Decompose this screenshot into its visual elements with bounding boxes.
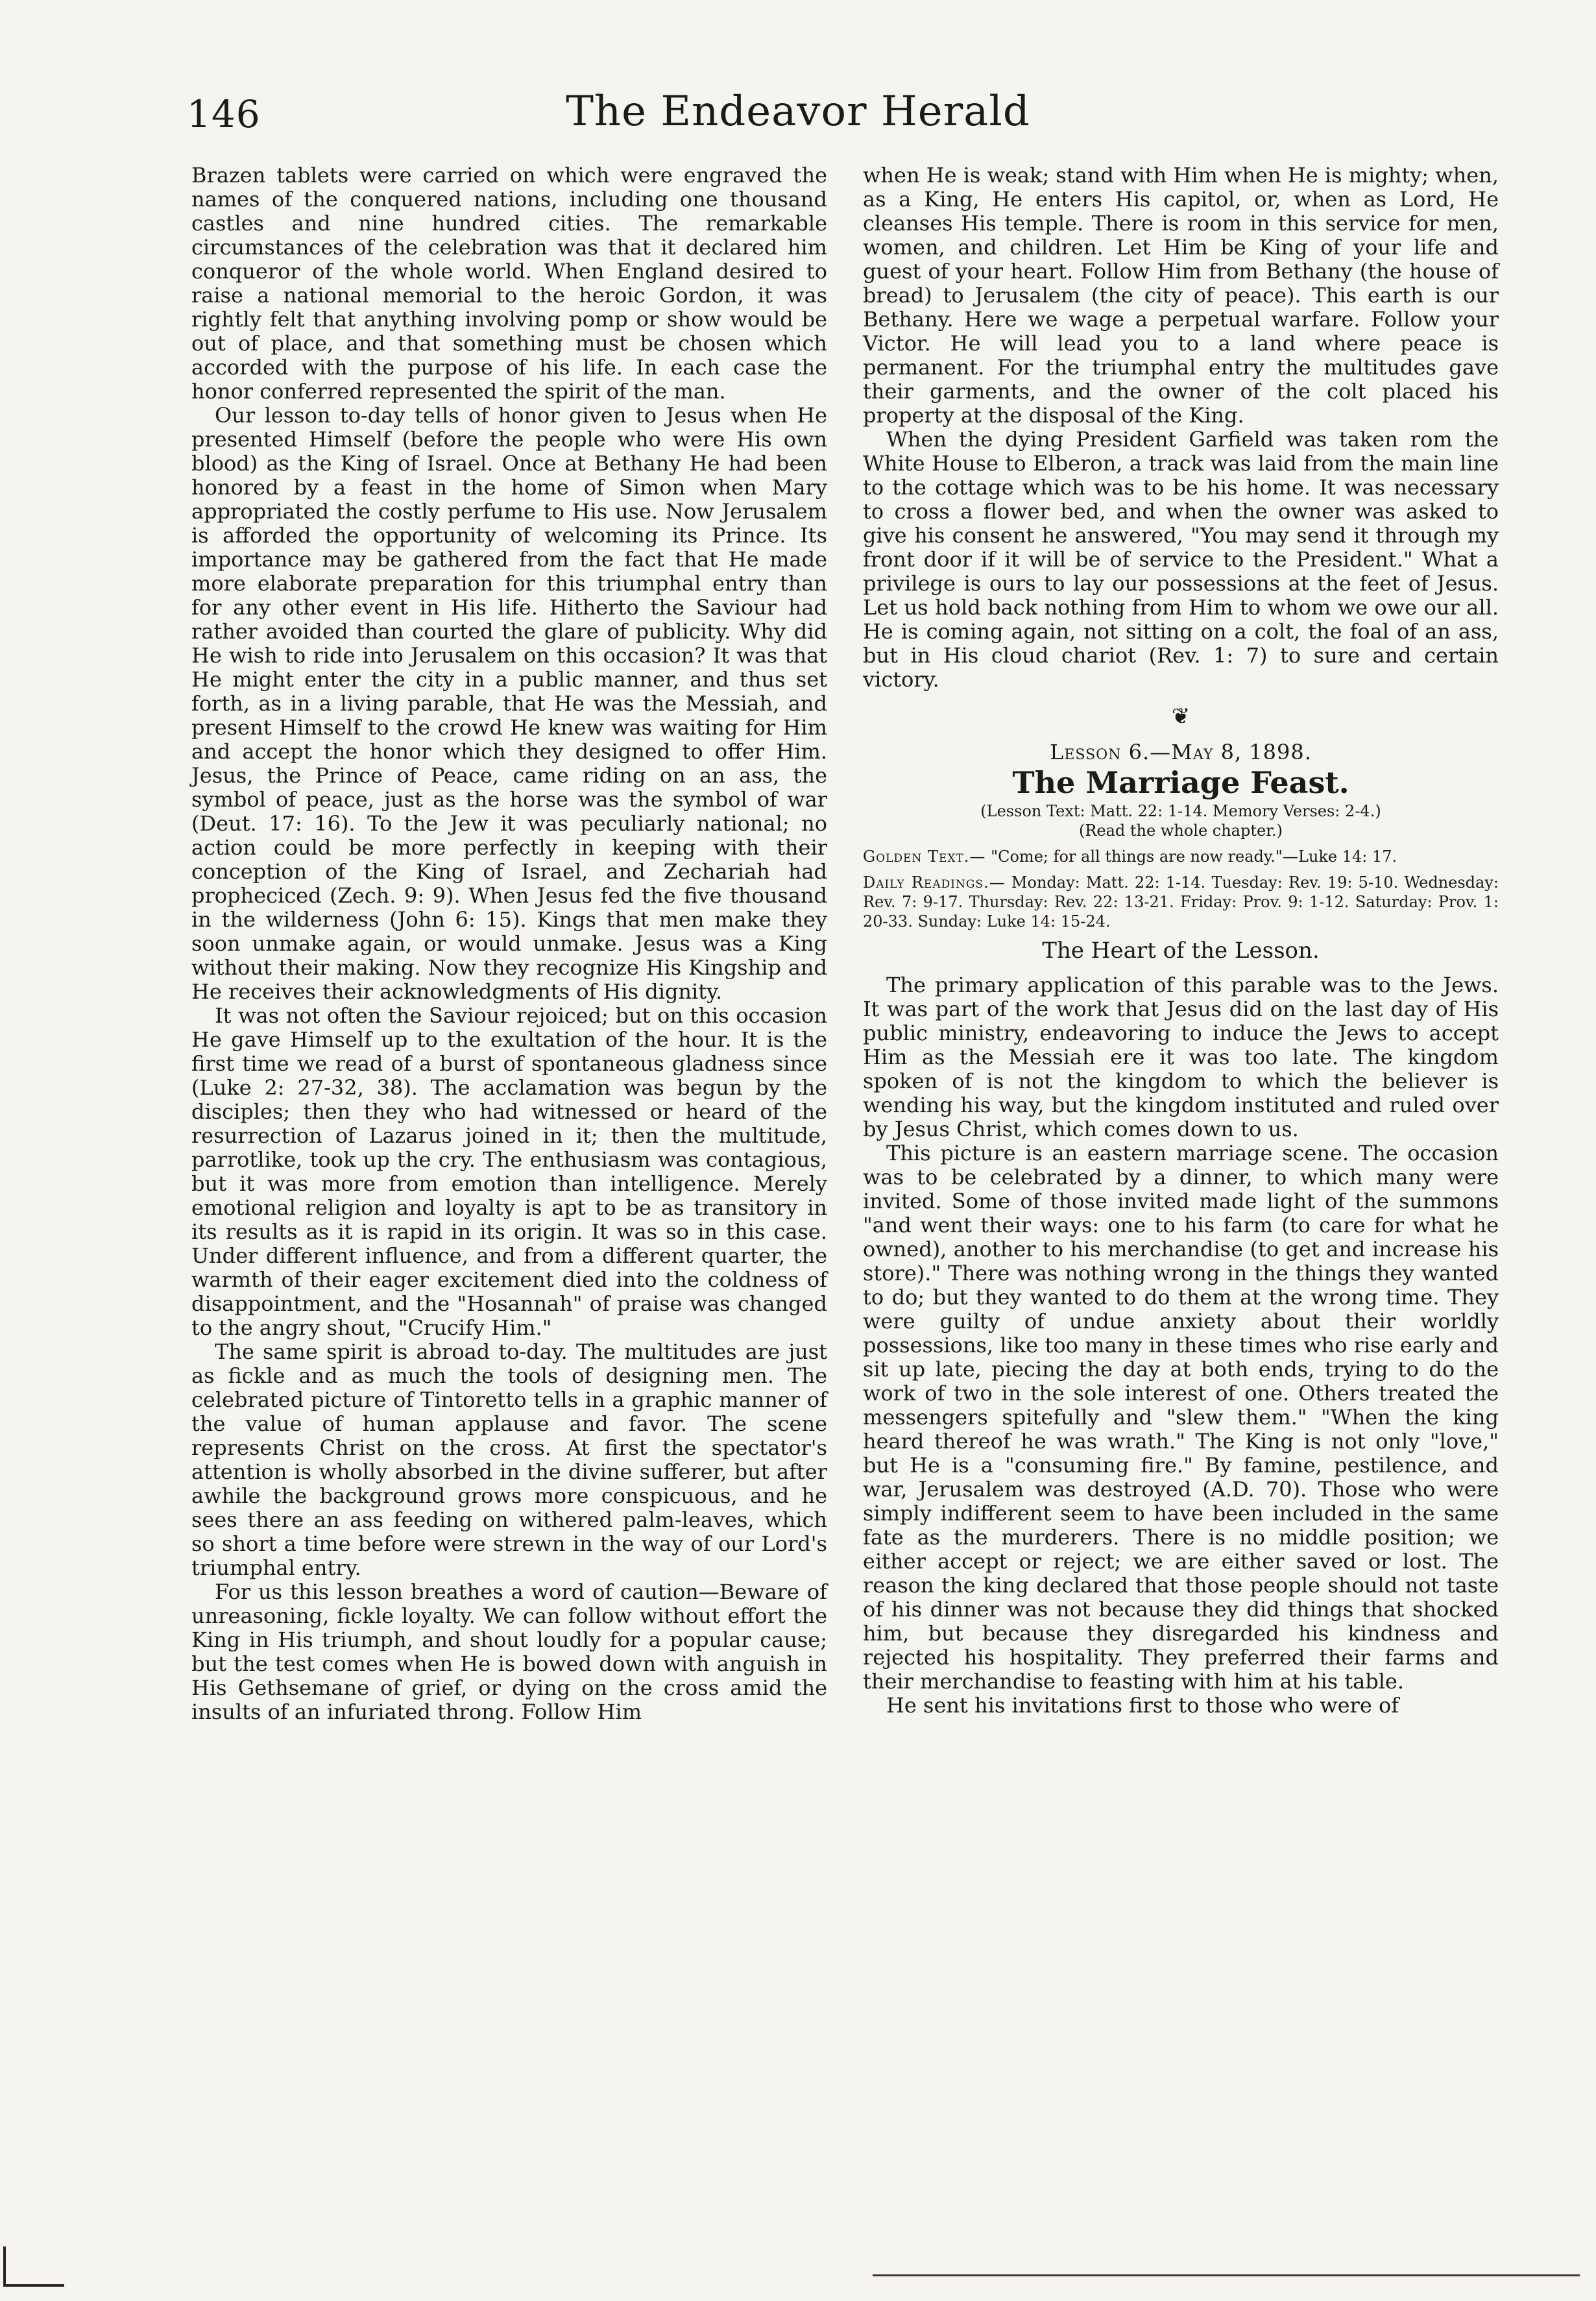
footer-rule [873,2274,1580,2276]
golden-text [863,847,1499,866]
golden-text-label: Golden Text.— [863,847,986,866]
section-heading: The Heart of the Lesson. [1042,938,1320,964]
ornament-icon: ❦ [1171,703,1191,729]
paragraph: For us this lesson breathes a word of caution—Beware of unreasoning, fickle loyalty. We can follow without effort the King in His triumph, and shout loudly for a popular cause; but the test comes when He is bowed down with anguish in His Gethsemane of grief, or dying on the cross amid the insults of an infuriated throng. Follow Him [191,1579,827,1724]
lesson-text-line: (Lesson Text: Matt. 22: 1-14. Memory Verses: 2-4.) [980,802,1381,820]
paragraph: The same spirit is abroad to-day. The multitudes are just as fickle and as much the tools of designing men. The celebrated picture of Tintoretto tells in a graphic manner of the value of human applause and favor. The scene represents Christ on the cross. At first the spectator's attention is wholly absorbed in the divine sufferer, but after awhile the background grows more conspicuous, and he sees there an ass feeding on withered palm-leaves, which so short a time before were strewn in the way of our Lord's triumphal entry. [191,1339,827,1580]
daily-readings-body: Monday: Matt. 22: 1-14. Tuesday: Rev. 19: 5-10. Wednesday: Rev. 7: 9-17. Thursday: Rev. 22: 13-21. Friday: Prov. 9: 1-12. Saturday: Prov. 1: 20-33. Sunday: Luke 14: 15-24. [863,873,1499,931]
paragraph: He sent his invitations first to those who were of [886,1693,1399,1718]
golden-text-body: "Come; for all things are now ready."—Luke 14: 17. [991,847,1397,866]
paragraph: when He is weak; stand with Him when He is mighty; when, as a King, He enters His capitol, or, when as Lord, He cleanses His temple. There is room in this service for men, women, and children. Let Him be King of your life and guest of your heart. Follow Him from Bethany (the house of bread) to Jerusalem (the city of peace). This earth is our Bethany. Here we wage a perpetual warfare. Follow your Victor. He will lead you to a land where peace is permanent. For the triumphal entry the multitudes gave their garments, and the owner of the colt placed his property at the disposal of the King. [863,163,1499,428]
left-column [191,164,827,1724]
paragraph: Our lesson to-day tells of honor given to Jesus when He presented Himself (before the people who were His own blood) as the King of Israel. Once at Bethany He had been honored by a feast in the home of Simon when Mary appropriated the costly perfume to His use. Now Jerusalem is afforded the opportunity of welcoming its Prince. Its importance may be gathered from the fact that He made more elaborate preparation for this triumphal entry than for any other event in His life. Hitherto the Saviour had rather avoided than courted the glare of publicity. Why did He wish to ride into Jerusalem on this occasion? It was that He might enter the city in a public manner, and thus set forth, as in a living parable, that He was the Messiah, and present Himself to the crowd He knew was waiting for Him and accept the honor which they designed to offer Him. Jesus, the Prince of Peace, came riding on an ass, the symbol of peace, just as the horse was the symbol of war (Deut. 17: 16). To the Jew it was peculiarly national; no action could be more perfectly in keeping with their conception of the King of Israel, and Zechariah had propheciced (Zech. 9: 9). When Jesus fed the five thousand in the wilderness (John 6: 15). Kings that men make they soon unmake again, or would unmake. Jesus was a King without their making. Now they recognize His Kingship and He receives their acknowledgments of His dignity. [191,403,827,1004]
page-number: 146 [187,92,261,136]
publication-title: The Endeavor Herald [566,88,1030,136]
lesson-title: The Marriage Feast. [1012,765,1349,800]
paragraph: It was not often the Saviour rejoiced; but on this occasion He gave Himself up to the exultation of the hour. It is the first time we read of a burst of spontaneous gladness since (Luke 2: 27-32, 38). The acclamation was begun by the disciples; then they who had witnessed or heard of the resurrection of Lazarus joined in it; then the multitude, parrotlike, took up the cry. The enthusiasm was contagious, but it was more from emotion than intelligence. Merely emotional religion and loyalty is apt to be as transitory in its results as it is rapid in its origin. It was so in this case. Under different influence, and from a different quarter, the warmth of their eager excitement died into the coldness of disappointment, and the "Hosannah" of praise was changed to the angry shout, "Crucify Him." [191,1003,827,1340]
daily-readings [863,873,1499,931]
read-note: (Read the whole chapter.) [1078,822,1283,840]
lesson-number: Lesson 6.—May 8, 1898. [1050,740,1312,764]
right-column [863,164,1499,1718]
paragraph: When the dying President Garfield was taken rom the White House to Elberon, a track was laid from the main line to the cottage which was to be his home. It was necessary to cross a flower bed, and when the owner was asked to give his consent he answered, "You may send it through my front door if it will be of service to the President." What a privilege is ours to lay our possessions at the feet of Jesus. Let us hold back nothing from Him to whom we owe our all. He is coming again, not sitting on a colt, the foal of an ass, but in His cloud chariot (Rev. 1: 7) to sure and certain victory. [863,427,1499,692]
daily-readings-label: Daily Readings.— [863,873,1006,892]
corner-mark [3,2246,64,2287]
paragraph: This picture is an eastern marriage scene. The occasion was to be celebrated by a dinner, to which many were invited. Some of those invited made light of the summons "and went their ways: one to his farm (to care for what he owned), another to his merchandise (to get and increase his store)." There was nothing wrong in the things they wanted to do; but they wanted to do them at the wrong time. They were guilty of undue anxiety about their worldly possessions, like too many in these times who rise early and sit up late, piecing the day at both ends, trying to do the work of two in the sole interest of one. Others treated the messengers spitefully and "slew them." "When the king heard thereof he was wrath." The King is not only "love," but He is a "consuming fire." By famine, pestilence, and war, Jerusalem was destroyed (A.D. 70). Those who were simply indifferent seem to have been included in the same fate as the murderers. There is no middle position; we either accept or reject; we are either saved or lost. The reason the king declared that those people should not taste of his dinner was not because they did things that shocked him, but because they disregarded his kindness and rejected his hospitality. They preferred their farms and their merchandise to feasting with him at his table. [863,1141,1499,1694]
paragraph: The primary application of this parable was to the Jews. It was part of the work that Jesus did on the last day of His public ministry, endeavoring to induce the Jews to accept Him as the Messiah ere it was too late. The kingdom spoken of is not the kingdom to which the believer is wending his way, but the kingdom instituted and ruled over by Jesus Christ, which comes down to us. [863,973,1499,1141]
paragraph: Brazen tablets were carried on which were engraved the names of the conquered nations, including one thousand castles and nine hundred cities. The remarkable circumstances of the celebration was that it declared him conqueror of the whole world. When England desired to raise a national memorial to the heroic Gordon, it was rightly felt that anything involving pomp or show would be out of place, and that something must be chosen which accorded with the purpose of his life. In each case the honor conferred represented the spirit of the man. [191,163,827,404]
